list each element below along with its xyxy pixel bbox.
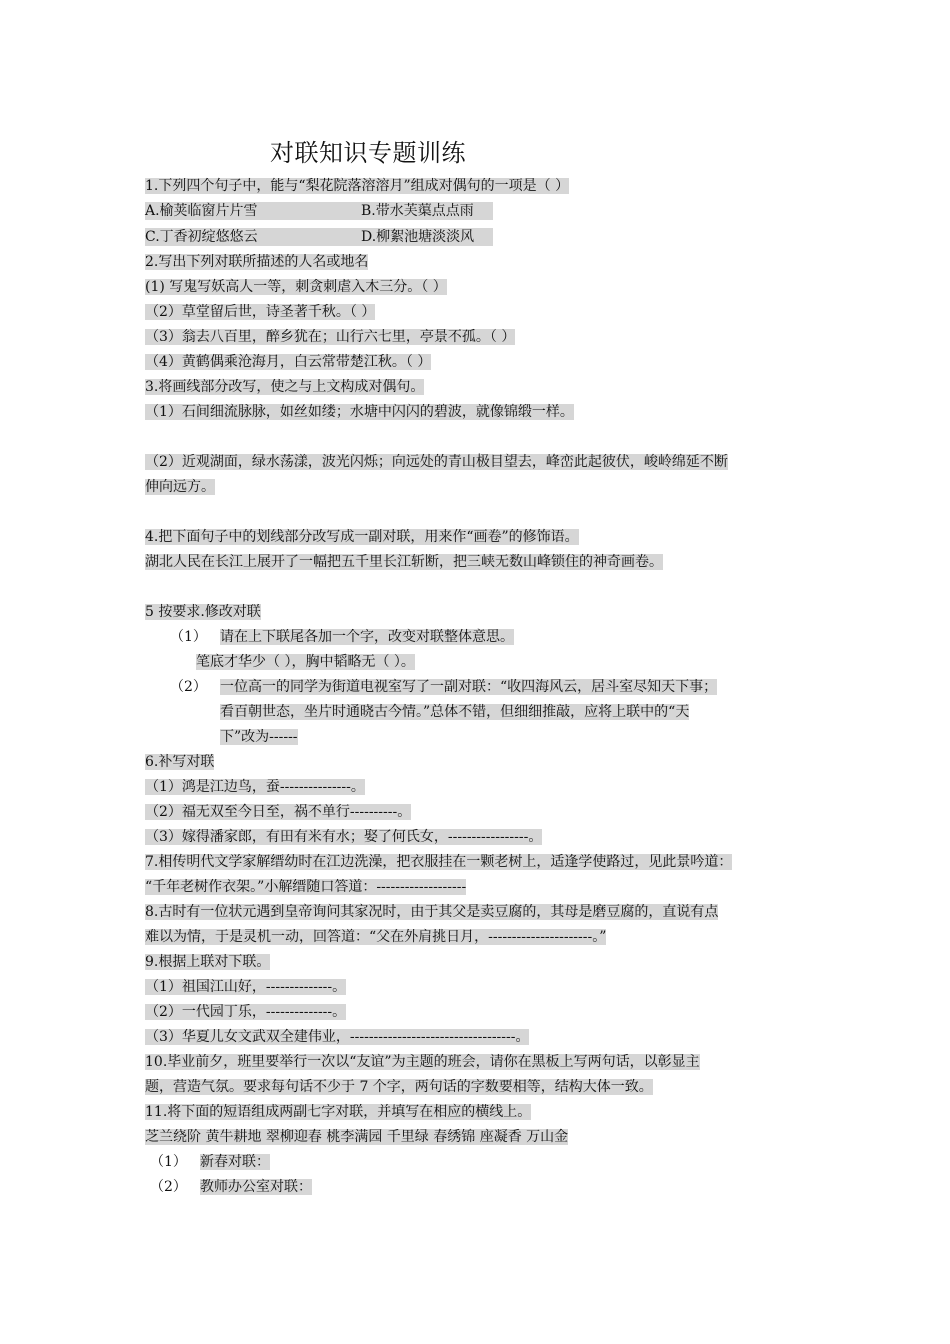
question-5-item-2-cont: 看百朝世态，坐片时通晓古今情。”总体不错，但细细推敲，应将上联中的“天 [220, 704, 690, 720]
question-11-item-2: 教师办公室对联： [200, 1179, 312, 1195]
question-5-item-2: 一位高一的同学为街道电视室写了一副对联：“收四海风云，居斗室尽知天下事； [220, 679, 718, 695]
question-10-cont: 题，营造气氛。要求每句话不少于 7 个字，两句话的字数要相等，结构大体一致。 [145, 1079, 653, 1095]
question-3-item-1: （1）石间细流脉脉，如丝如缕；水塘中闪闪的碧波，就像锦缎一样。 [145, 404, 574, 420]
question-7: 7.相传明代文学家解缙幼时在江边洗澡，把衣服挂在一颗老树上，适逢学使路过，见此景吟道： [145, 854, 733, 870]
question-5-item-2-number: （2） [170, 679, 207, 695]
question-4-sentence: 湖北人民在长江上展开了一幅把五千里长江斩断，把三峡无数山峰锁住的神奇画卷。 [145, 554, 663, 570]
question-9-item-2: （2）一代园丁乐，--------------。 [145, 1004, 347, 1020]
question-5-item-1-couplet: 笔底才华少（ ），胸中韬略无（ ）。 [196, 654, 415, 670]
question-3-item-2-cont: 伸向远方。 [145, 479, 215, 495]
question-9: 9.根据上联对下联。 [145, 954, 271, 970]
question-2: 2.写出下列对联所描述的人名或地名 [145, 254, 369, 270]
question-9-item-1: （1）祖国江山好，--------------。 [145, 979, 347, 995]
question-5-item-1: 请在上下联尾各加一个字，改变对联整体意思。 [220, 629, 514, 645]
question-8: 8.古时有一位状元遇到皇帝询问其家况时，由于其父是卖豆腐的，其母是磨豆腐的，直说有点 [145, 904, 719, 920]
question-8-cont: 难以为情，于是灵机一动，回答道：“父在外肩挑日月，----------------------。” [145, 929, 607, 945]
question-11-item-1-number: （1） [150, 1154, 187, 1170]
question-6: 6.补写对联 [145, 754, 215, 770]
question-6-item-3: （3）嫁得潘家郎，有田有米有水；娶了何氏女，-----------------。 [145, 829, 543, 845]
question-1-options-row-1: A.榆荚临窗片片雪 B.带水芙蕖点点雨 [145, 202, 493, 220]
question-6-item-2: （2）福无双至今日至，祸不单行----------。 [145, 804, 412, 820]
question-9-item-3: （3）华夏儿女文武双全建伟业，-----------------------------------。 [145, 1029, 530, 1045]
question-3: 3.将画线部分改写，使之与上文构成对偶句。 [145, 379, 425, 395]
question-11-item-1: 新春对联： [200, 1154, 270, 1170]
question-11: 11.将下面的短语组成两副七字对联，并填写在相应的横线上。 [145, 1104, 532, 1120]
question-1: 1.下列四个句子中，能与“梨花院落溶溶月”组成对偶句的一项是（ ） [145, 178, 570, 194]
question-2-item-1: (1) 写鬼写妖高人一等，刺贪刺虐入木三分。（ ） [145, 279, 447, 295]
question-5-item-1-number: （1） [170, 629, 207, 645]
question-2-item-2: （2）草堂留后世，诗圣著千秋。（ ） [145, 304, 376, 320]
question-4: 4.把下面句子中的划线部分改写成一副对联，用来作“画卷”的修饰语。 [145, 529, 579, 545]
question-11-item-2-number: （2） [150, 1179, 187, 1195]
question-5-item-2-cont-2: 下”改为------ [220, 729, 298, 745]
question-10: 10.毕业前夕，班里要举行一次以“友谊”为主题的班会，请你在黑板上写两句话，以彰显主 [145, 1054, 700, 1070]
question-6-item-1: （1）鸿是江边鸟，蚕---------------。 [145, 779, 365, 795]
question-2-item-3: （3）翁去八百里，醉乡犹在；山行六七里，亭景不孤。（ ） [145, 329, 516, 345]
question-2-item-4: （4）黄鹤偶乘沧海月，白云常带楚江秋。（ ） [145, 354, 432, 370]
page-title: 对联知识专题训练 [270, 139, 466, 167]
question-1-options-row-2: C.丁香初绽悠悠云 D.柳絮池塘淡淡风 [145, 228, 493, 246]
question-5: 5 按要求.修改对联 [145, 604, 261, 620]
question-3-item-2: （2）近观湖面，绿水荡漾，波光闪烁；向远处的青山极目望去，峰峦此起彼伏，峻岭绵延不断 [145, 454, 728, 470]
question-11-phrases: 芝兰绕阶 黄牛耕地 翠柳迎春 桃李满园 千里绿 春绣锦 座凝香 万山金 [145, 1129, 569, 1145]
question-7-cont: “千年老树作衣架。”小解缙随口答道：------------------- [145, 879, 467, 895]
